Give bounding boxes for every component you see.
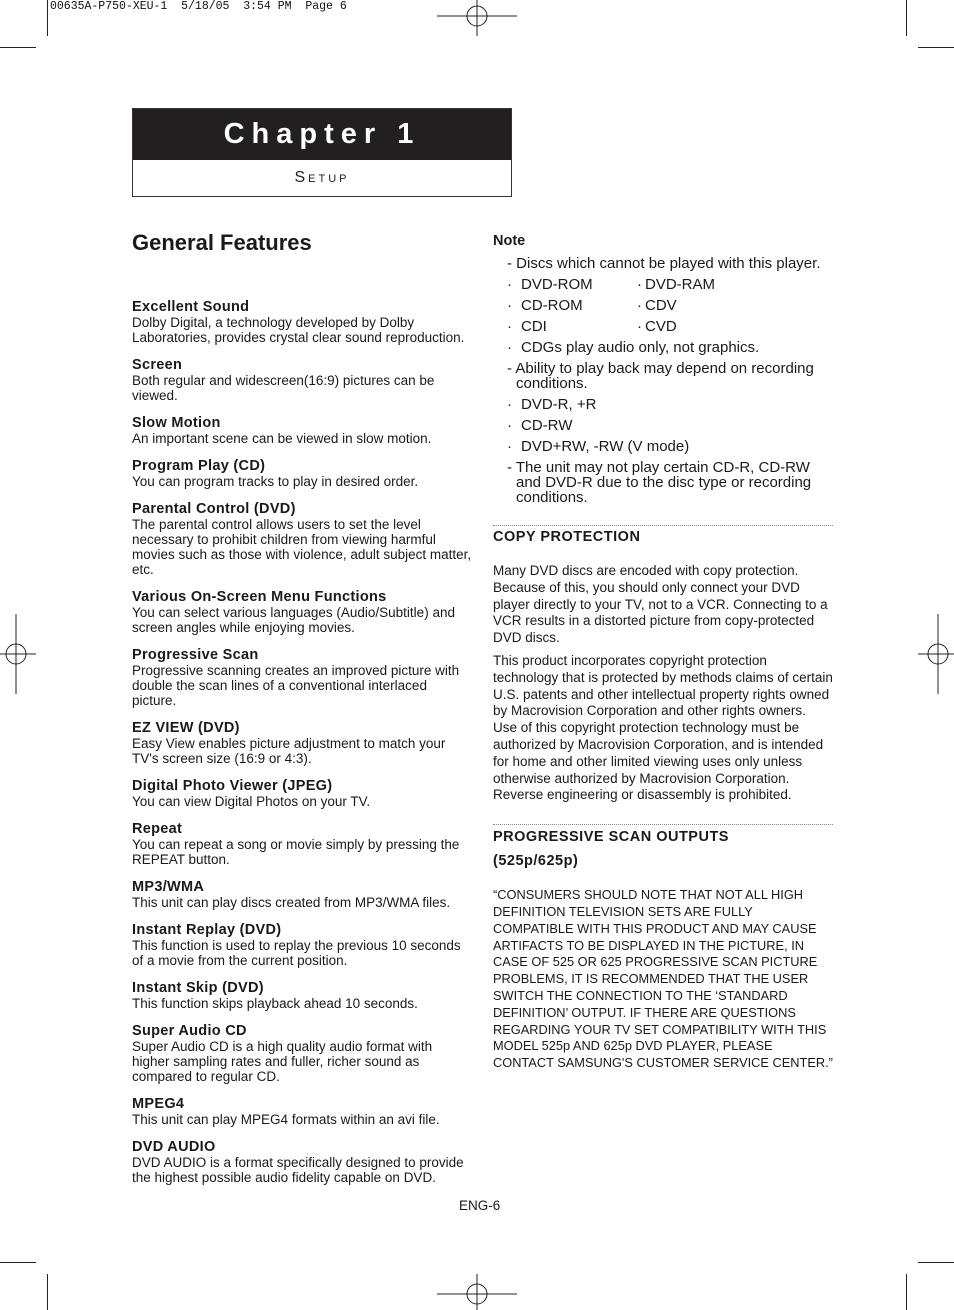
feature-title: Instant Replay (DVD)	[132, 922, 282, 938]
note-title: Note	[493, 233, 526, 249]
disc-list	[493, 277, 833, 334]
chapter-title: Chapter 1	[133, 109, 511, 160]
chapter-header	[132, 108, 512, 197]
feature-item	[132, 980, 472, 1011]
feature-title: Digital Photo Viewer (JPEG)	[132, 778, 333, 794]
feature-title: Super Audio CD	[132, 1023, 247, 1039]
feature-item	[132, 1096, 472, 1127]
format-list	[493, 397, 833, 454]
feature-title: Parental Control (DVD)	[132, 501, 296, 517]
feature-title: Repeat	[132, 821, 183, 837]
progressive-notice: “CONSUMERS SHOULD NOTE THAT NOT ALL HIGH DEFINITION TELEVISION SETS ARE FULLY COMPATIBLE WITH THIS PRODUCT AND MAY CAUSE ARTIFACTS TO BE DISPLAYED IN THE PICTURE, IN CASE OF 525 OR 625 PROGRESSIVE SCAN PICTURE PROBLEMS, IT IS RECOMMENDED THAT THE USER SWITCH THE CONNECTION TO THE ‘STANDARD DEFINITION’ OUTPUT. IF THERE ARE QUESTIONS REGARDING YOUR TV SET COMPATIBILITY WITH THIS MODEL 525p AND 625p DVD PLAYER, PLEASE CONTACT SAMSUNG'S CUSTOMER SERVICE CENTER.”	[493, 887, 833, 1071]
feature-item	[132, 821, 472, 867]
format-item	[493, 397, 833, 412]
feature-description: You can view Digital Photos on your TV.	[132, 794, 371, 809]
copy-protection-paragraph: Many DVD discs are encoded with copy protection. Because of this, you should only connect your DVD player directly to your TV, not to a VCR. Connecting to a VCR results in a distorted picture from copy-protected DVD discs.	[493, 563, 828, 646]
crop-mark	[906, 1274, 907, 1310]
feature-description: This function skips playback ahead 10 seconds.	[132, 996, 418, 1011]
feature-description: Easy View enables picture adjustment to match your TV's screen size (16:9 or 4:3).	[132, 736, 446, 766]
feature-title: Slow Motion	[132, 415, 221, 431]
registration-mark-icon	[437, 1274, 517, 1310]
bullet-icon: ·	[507, 396, 512, 413]
disc-type: DVD-ROM	[521, 276, 593, 293]
crop-mark	[0, 47, 36, 48]
format-item	[493, 418, 833, 433]
disc-row	[493, 319, 833, 334]
feature-item	[132, 299, 472, 345]
feature-description: This function is used to replay the previous 10 seconds of a movie from the current position.	[132, 938, 461, 968]
note-item: - Discs which cannot be played with this player.	[507, 255, 821, 272]
feature-description: You can select various languages (Audio/Subtitle) and screen angles while enjoying movies.	[132, 605, 455, 635]
feature-item	[132, 922, 472, 968]
copy-protection-title: COPY PROTECTION	[493, 529, 641, 545]
section-divider	[493, 824, 833, 825]
registration-mark-icon	[918, 614, 954, 694]
feature-item	[132, 720, 472, 766]
feature-description: Both regular and widescreen(16:9) pictures can be viewed.	[132, 373, 435, 403]
bullet-icon: ·	[637, 276, 642, 293]
registration-mark-icon	[0, 614, 36, 694]
bullet-icon: ·	[507, 438, 512, 455]
note-bullet: · CDGs play audio only, not graphics.	[507, 339, 760, 356]
chapter-subtitle: Setup	[294, 169, 350, 186]
note-item: - The unit may not play certain CD-R, CD-RW and DVD-R due to the disc type or recording conditions.	[507, 459, 812, 506]
feature-description: DVD AUDIO is a format specifically designed to provide the highest possible audio fidelity capable on DVD.	[132, 1155, 464, 1185]
crop-mark	[918, 1262, 954, 1263]
feature-title: Screen	[132, 357, 183, 373]
feature-title: Progressive Scan	[132, 647, 259, 663]
feature-title: MP3/WMA	[132, 879, 205, 895]
feature-title: Excellent Sound	[132, 299, 250, 315]
feature-description: Super Audio CD is a high quality audio format with higher sampling rates and fuller, richer sound as compared to regular CD.	[132, 1039, 433, 1084]
bullet-icon: ·	[507, 276, 512, 293]
feature-item	[132, 1139, 472, 1185]
feature-description: This unit can play MPEG4 formats within an avi file.	[132, 1112, 440, 1127]
bullet-icon: ·	[507, 417, 512, 434]
feature-item	[132, 415, 472, 446]
features-column	[132, 228, 472, 1197]
bullet-icon: ·	[637, 318, 642, 335]
disc-type: DVD-RAM	[645, 276, 715, 293]
bullet-icon: ·	[507, 297, 512, 314]
bullet-icon: ·	[507, 339, 512, 356]
crop-mark	[918, 47, 954, 48]
progressive-title: PROGRESSIVE SCAN OUTPUTS	[493, 829, 729, 846]
print-slug: 00635A-P750-XEU-1 5/18/05 3:54 PM Page 6	[50, 0, 347, 13]
disc-row	[493, 277, 833, 292]
feature-item	[132, 879, 472, 910]
feature-description: Progressive scanning creates an improved picture with double the scan lines of a conventional interlaced picture.	[132, 663, 460, 708]
feature-item	[132, 458, 472, 489]
feature-description: You can program tracks to play in desired order.	[132, 474, 419, 489]
disc-type: CDV	[645, 297, 677, 314]
format-label: DVD-R, +R	[521, 396, 597, 413]
disc-type: CDI	[521, 318, 547, 335]
copy-protection-paragraph: This product incorporates copyright protection technology that is protected by methods claims of certain U.S. patents and other intellectual property rights owned by Macrovision Corporation and other rights owners. Use of this copyright protection technology must be authorized by Macrovision Corporation, and is intended for home and other limited viewing uses only unless otherwise authorized by Macrovision Corporation. Reverse engineering or disassembly is prohibited.	[493, 652, 833, 803]
bullet-icon: ·	[637, 297, 642, 314]
crop-mark	[47, 0, 48, 36]
page-number: ENG-6	[459, 1198, 501, 1213]
feature-description: Dolby Digital, a technology developed by Dolby Laboratories, provides crystal clear sound reproduction.	[132, 315, 465, 345]
feature-title: DVD AUDIO	[132, 1139, 216, 1155]
feature-description: An important scene can be viewed in slow motion.	[132, 431, 432, 446]
registration-mark-icon	[437, 0, 517, 36]
page-title: General Features	[132, 230, 312, 255]
bullet-icon: ·	[507, 318, 512, 335]
feature-title: Program Play (CD)	[132, 458, 266, 474]
feature-item	[132, 589, 472, 635]
feature-description: The parental control allows users to set the level necessary to prohibit children from viewing harmful movies such as those with violence, adult subject matter, etc.	[132, 517, 472, 577]
feature-title: EZ VIEW (DVD)	[132, 720, 240, 736]
format-item	[493, 439, 833, 454]
feature-description: This unit can play discs created from MP3/WMA files.	[132, 895, 451, 910]
disc-type: CD-ROM	[521, 297, 583, 314]
feature-title: MPEG4	[132, 1096, 185, 1112]
disc-row	[493, 298, 833, 313]
notes-column	[493, 232, 833, 1072]
feature-title: Instant Skip (DVD)	[132, 980, 264, 996]
disc-type: CVD	[645, 318, 677, 335]
feature-list	[132, 299, 472, 1185]
feature-item	[132, 647, 472, 708]
format-label: DVD+RW, -RW (V mode)	[521, 438, 690, 455]
crop-mark	[0, 1262, 36, 1263]
crop-mark	[906, 0, 907, 36]
feature-description: You can repeat a song or movie simply by pressing the REPEAT button.	[132, 837, 460, 867]
feature-title: Various On-Screen Menu Functions	[132, 589, 387, 605]
feature-item	[132, 1023, 472, 1084]
progressive-subtitle: (525p/625p)	[493, 853, 579, 870]
note-item: - Ability to play back may depend on recording conditions.	[507, 360, 814, 392]
format-label: CD-RW	[521, 417, 573, 434]
feature-item	[132, 778, 472, 809]
feature-item	[132, 501, 472, 577]
feature-item	[132, 357, 472, 403]
crop-mark	[47, 1274, 48, 1310]
section-divider	[493, 525, 833, 526]
